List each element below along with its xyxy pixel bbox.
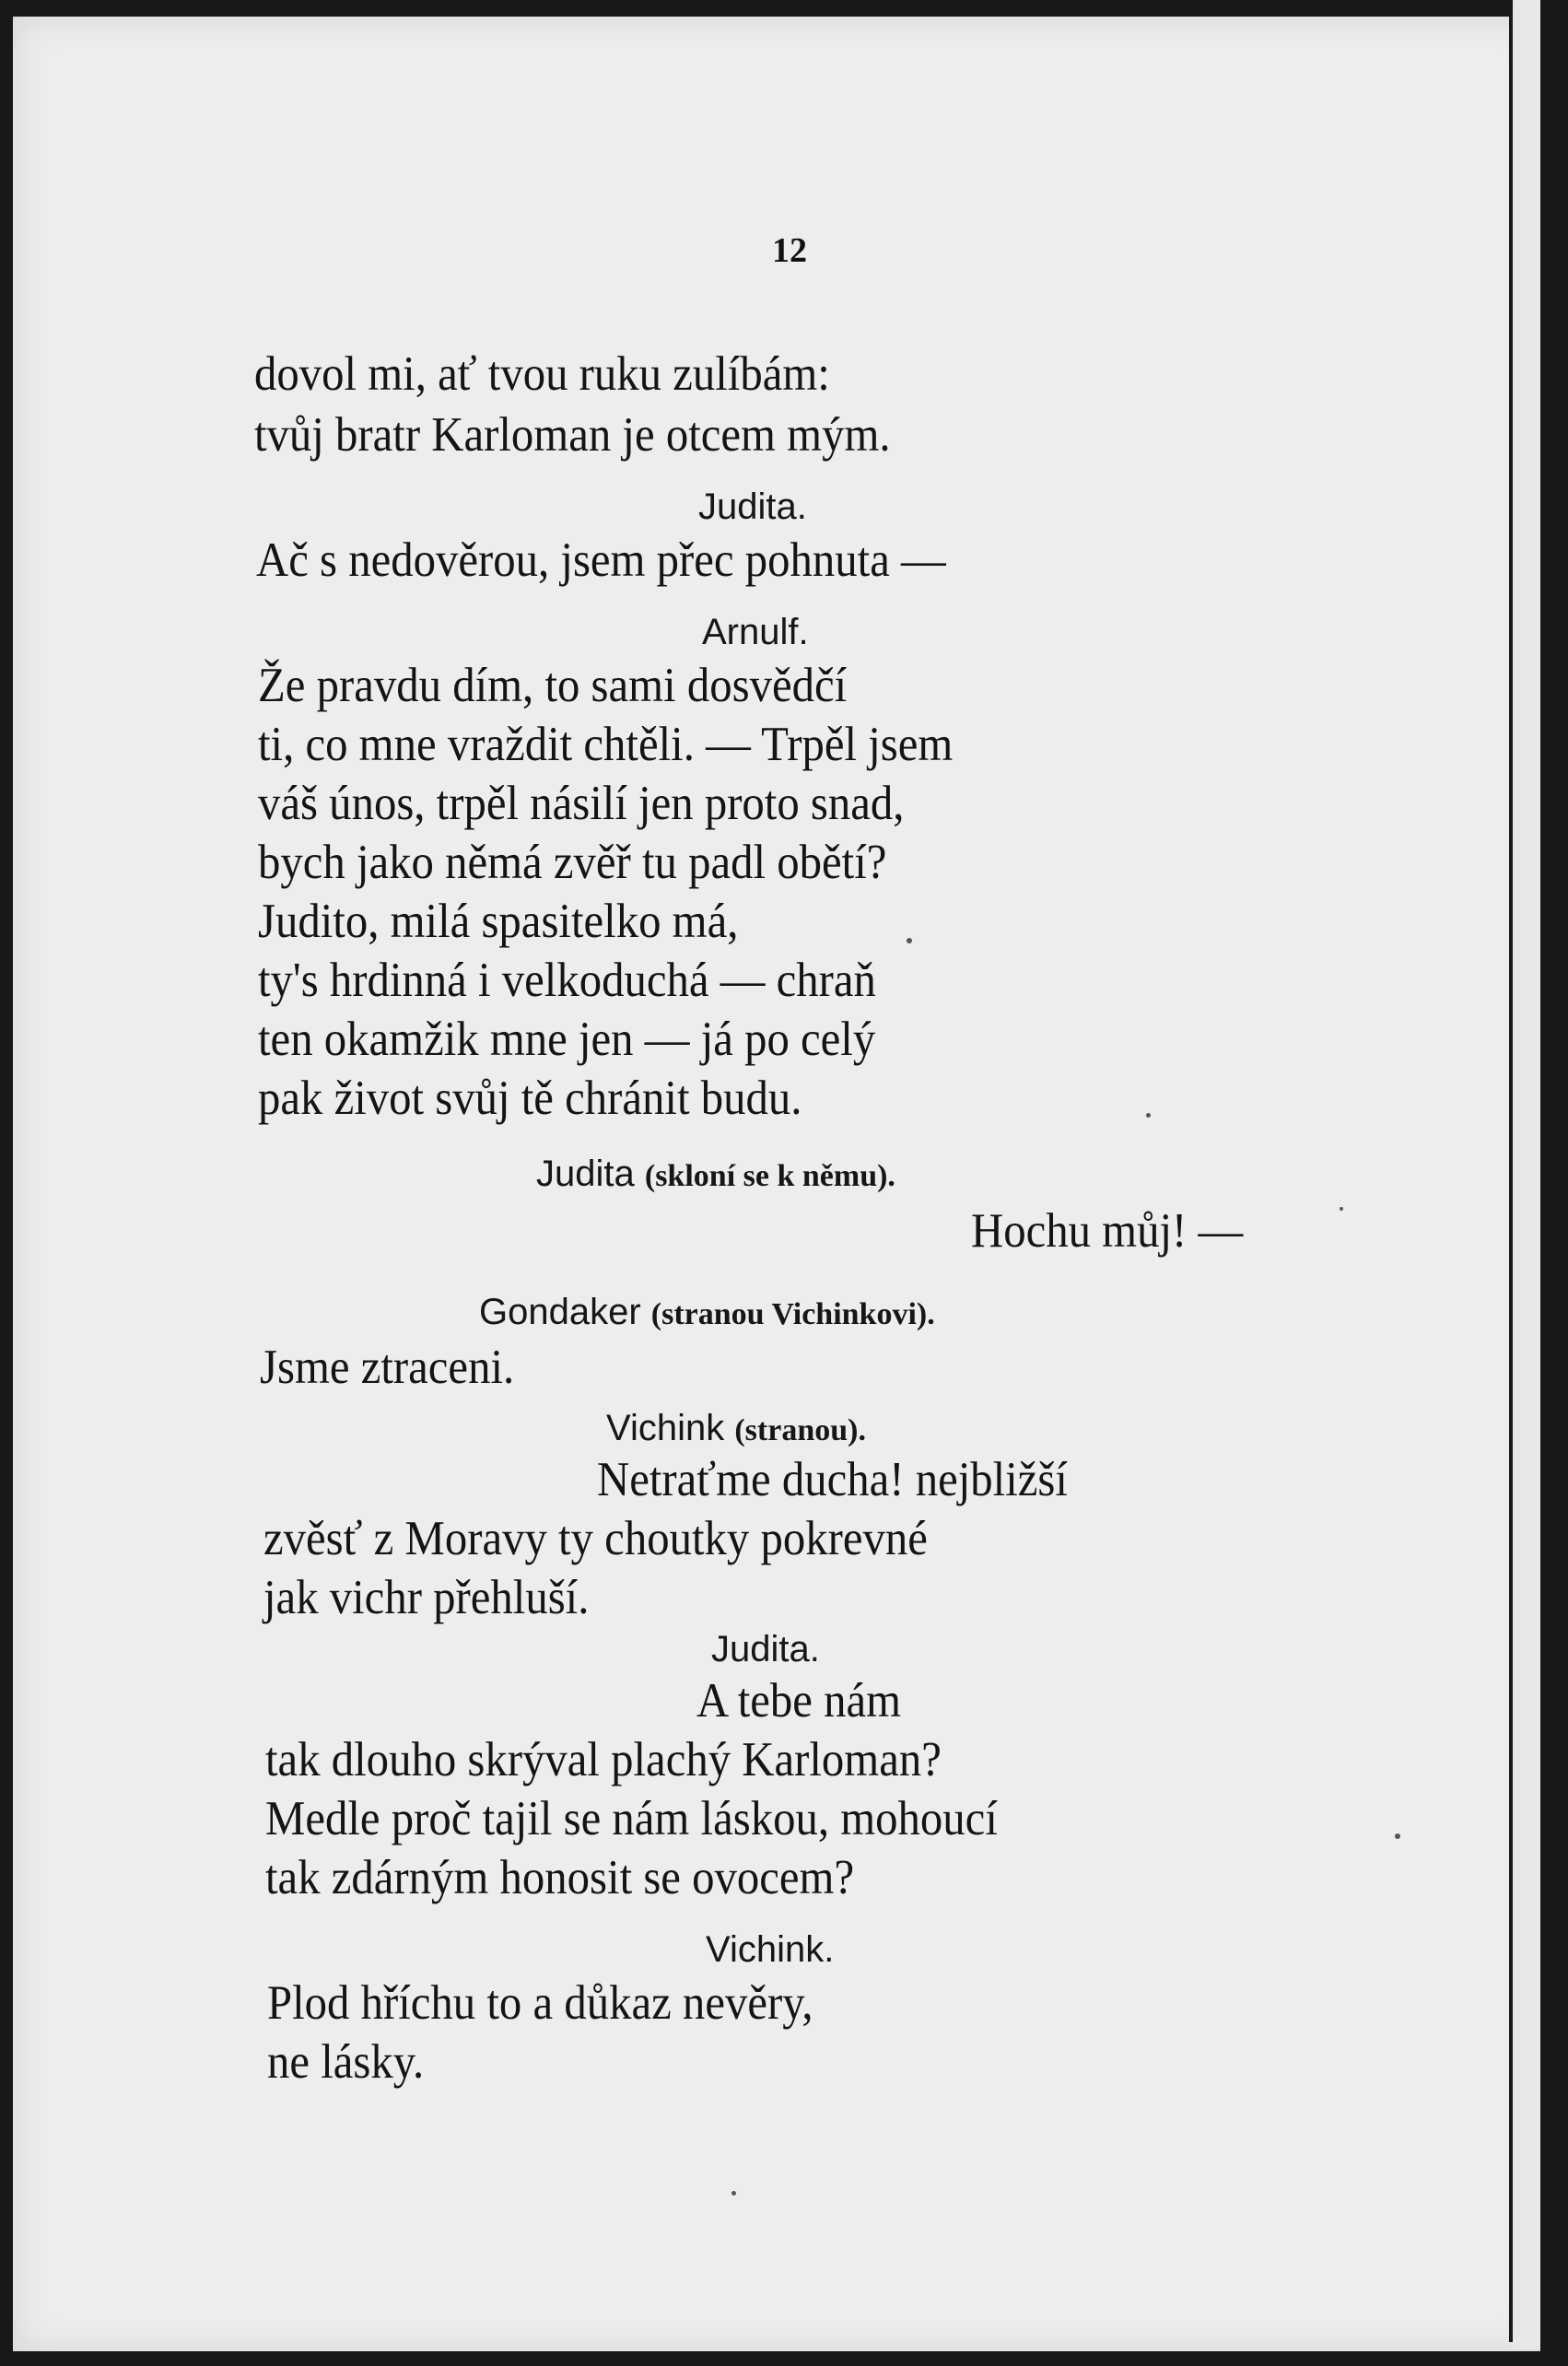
verse-line: Hochu můj! — bbox=[971, 1204, 1244, 1258]
verse-line: tvůj bratr Karloman je otcem mým. bbox=[254, 408, 891, 462]
speaker-name: Judita bbox=[536, 1154, 635, 1194]
verse-line: ten okamžik mne jen — já po celý bbox=[258, 1013, 876, 1066]
verse-line: tak dlouho skrýval plachý Karloman? bbox=[265, 1733, 942, 1786]
verse-line: zvěsť z Moravy ty choutky pokrevné bbox=[263, 1512, 928, 1565]
verse-line: Medle proč tajil se nám láskou, mohoucí bbox=[265, 1792, 998, 1845]
speaker-heading bbox=[536, 1155, 895, 1192]
verse-line: bych jako němá zvěř tu padl obětí? bbox=[258, 836, 887, 889]
stage-direction: (stranou). bbox=[734, 1413, 866, 1447]
verse-line: Ač s nedověrou, jsem přec pohnuta — bbox=[256, 533, 946, 587]
verse-line: tak zdárným honosit se ovocem? bbox=[265, 1851, 855, 1904]
verse-line: jak vichr přehluší. bbox=[263, 1571, 590, 1624]
speaker-name: Judita. bbox=[711, 1629, 820, 1669]
paper-speck bbox=[1146, 1113, 1151, 1118]
verse-line: pak život svůj tě chránit budu. bbox=[258, 1072, 802, 1125]
paper-speck bbox=[907, 938, 912, 943]
speaker-name: Judita. bbox=[698, 486, 807, 527]
verse-line: ty's hrdinná i velkoduchá — chraň bbox=[258, 954, 876, 1007]
stage-direction: (stranou Vichinkovi). bbox=[650, 1297, 935, 1331]
verse-line: ti, co mne vraždit chtěli. — Trpěl jsem bbox=[258, 718, 954, 771]
verse-line: Že pravdu dím, to sami dosvědčí bbox=[258, 659, 848, 712]
speaker-name: Vichink. bbox=[706, 1929, 835, 1970]
speaker-heading bbox=[479, 1294, 935, 1330]
verse-line: dovol mi, ať tvou ruku zulíbám: bbox=[254, 347, 830, 401]
paper-speck bbox=[1395, 1833, 1400, 1839]
page-number: 12 bbox=[772, 231, 807, 270]
verse-line: ne lásky. bbox=[267, 2035, 425, 2089]
page-edge bbox=[1513, 0, 1540, 2349]
speaker-name: Gondaker bbox=[479, 1292, 641, 1332]
paper-speck bbox=[1340, 1207, 1343, 1211]
verse-line: váš únos, trpěl násilí jen proto snad, bbox=[258, 777, 905, 830]
stage-direction: (skloní se k němu). bbox=[644, 1159, 895, 1193]
paper-speck bbox=[731, 2191, 736, 2196]
verse-line: Plod hříchu to a důkaz nevěry, bbox=[267, 1976, 813, 2030]
verse-line: Jsme ztraceni. bbox=[260, 1341, 515, 1394]
verse-line: Judito, milá spasitelko má, bbox=[258, 895, 739, 948]
verse-line: Netraťme ducha! nejbližší bbox=[597, 1453, 1068, 1506]
verse-line: A tebe nám bbox=[696, 1674, 902, 1728]
speaker-name: Vichink bbox=[606, 1408, 725, 1448]
book-page bbox=[13, 17, 1540, 2351]
speaker-heading bbox=[606, 1410, 866, 1447]
speaker-name: Arnulf. bbox=[702, 612, 809, 652]
